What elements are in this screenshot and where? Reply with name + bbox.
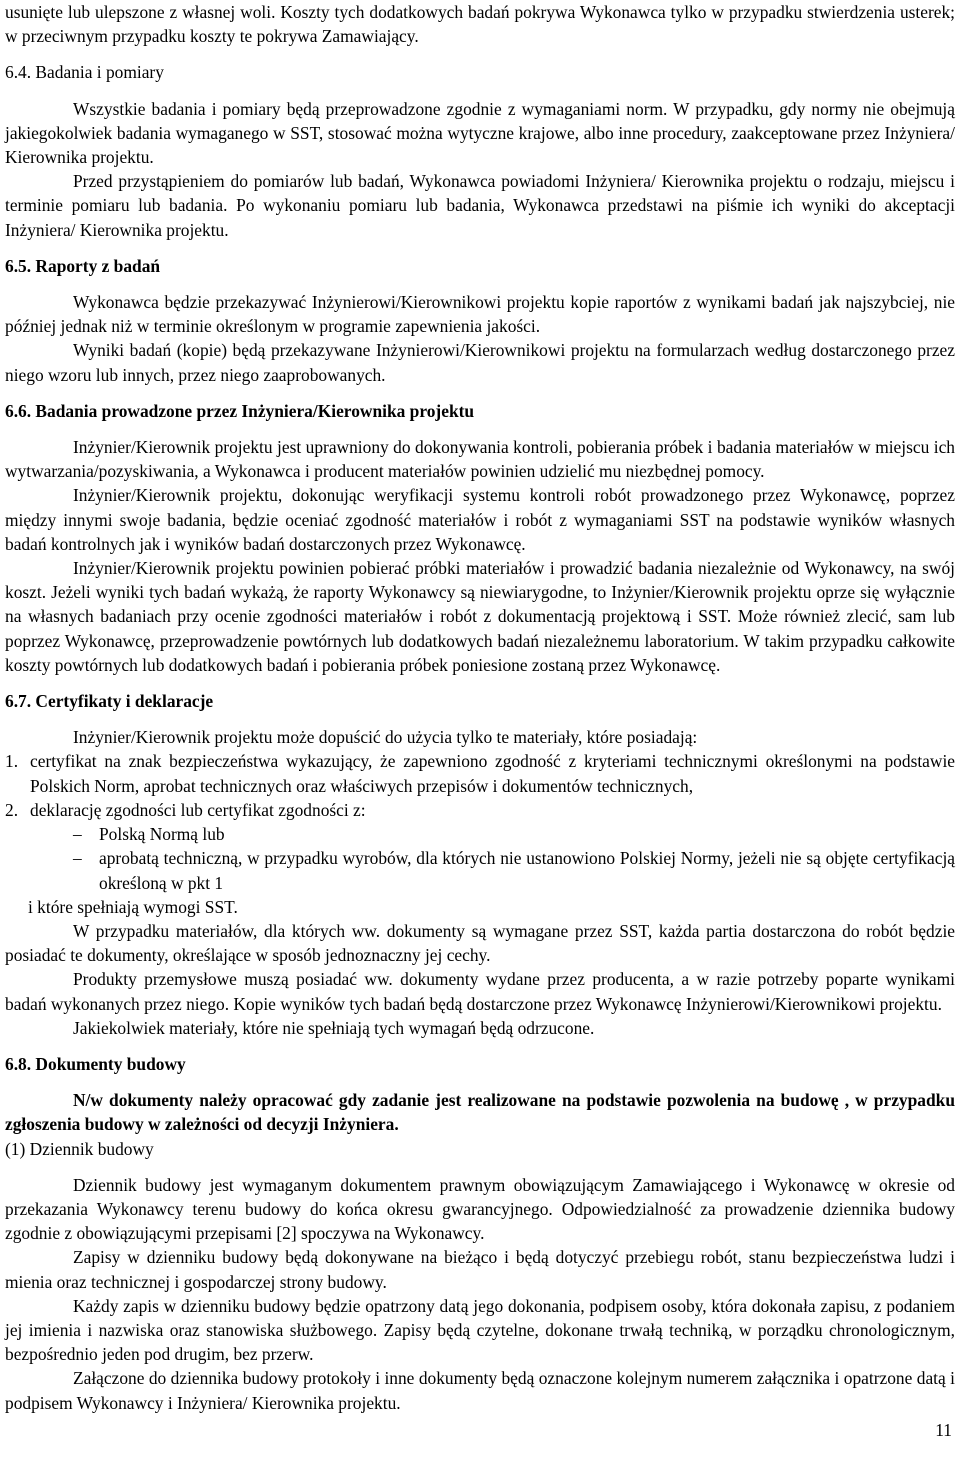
section-6-4-paragraph-1: Wszystkie badania i pomiary będą przeprowadzone zgodnie z wymaganiami norm. W przypadku, gdy normy nie obejmują jakiegokolwiek badania wymaganego w SST, stosować można wytyczne krajowe, albo inne procedury, zaakceptowane przez Inżyniera/ Kierownika projektu.	[5, 98, 955, 168]
section-6-7-paragraph-1: Inżynier/Kierownik projektu może dopuścić do użycia tylko te materiały, które posiadają:	[73, 727, 698, 748]
section-6-6-paragraph-1: Inżynier/Kierownik projektu jest uprawniony do dokonywania kontroli, pobierania próbek i badania materiałów w miejscu ich wytwarzania/pozyskiwania, a Wykonawca i producent materiałów powinien udzielić mu niezbędnej pomocy.	[5, 437, 955, 482]
section-6-8-bold-note: N/w dokumenty należy opracować gdy zadanie jest realizowane na podstawie pozwolenia na budowę , w przypadku zgłoszenia budowy w zależności od decyzji Inżyniera.	[5, 1090, 955, 1135]
page-content	[5, 0, 955, 1415]
dash-list-item	[5, 846, 955, 894]
section-6-6-heading: 6.6. Badania prowadzone przez Inżyniera/Kierownika projektu	[5, 400, 475, 421]
list-item	[5, 798, 955, 822]
list-item	[5, 749, 955, 797]
section-6-8-paragraph-1: Dziennik budowy jest wymaganym dokumentem prawnym obowiązującym Zamawiającego i Wykonawcę w okresie od przekazania Wykonawcy terenu budowy do końca okresu gwarancyjnego. Odpowiedzialność za prowadzenie dziennika budowy zgodnie z obowiązującymi przepisami [2] spoczywa na Wykonawcy.	[5, 1174, 955, 1244]
section-6-6-paragraph-2: Inżynier/Kierownik projektu, dokonując weryfikacji systemu kontroli robót prowadzonego przez Wykonawcę, poprzez między innymi swoje badania, będzie oceniać zgodność materiałów i robót z wymaganiami SST na podstawie wyników własnych badań kontrolnych jak i wyników badań dostarczonych przez Wykonawcę.	[5, 485, 955, 554]
section-6-7-paragraph-3: Produkty przemysłowe muszą posiadać ww. dokumenty wydane przez producenta, a w razie potrzeby poparte wynikami badań wykonanych przez niego. Kopie wyników tych badań będą dostarczone przez Wykonawcę Inżynierowi/Kierownikowi projektu.	[5, 969, 955, 1014]
list-closing-text: i które spełniają wymogi SST.	[28, 896, 238, 917]
section-6-7-paragraph-4: Jakiekolwiek materiały, które nie spełniają tych wymagań będą odrzucone.	[73, 1017, 595, 1038]
section-6-4-heading: 6.4. Badania i pomiary	[5, 62, 164, 83]
dash-list-text: Polską Normą lub	[99, 824, 225, 845]
section-6-5-paragraph-2: Wyniki badań (kopie) będą przekazywane Inżynierowi/Kierownikowi projektu na formularzach według dostarczonego przez niego wzoru lub innych, przez niego zaaprobowanych.	[5, 340, 955, 385]
section-6-7-paragraph-2: W przypadku materiałów, dla których ww. dokumenty są wymagane przez SST, każda partia dostarczona do robót będzie posiadać te dokumenty, określające w sposób jednoznaczny jej cechy.	[5, 920, 955, 966]
list-item-number: 2.	[5, 799, 19, 820]
section-6-7-heading: 6.7. Certyfikaty i deklaracje	[5, 691, 214, 712]
intro-paragraph: usunięte lub ulepszone z własnej woli. Koszty tych dodatkowych badań pokrywa Wykonawca tylko w przypadku stwierdzenia usterek; w przeciwnym przypadku koszty te pokrywa Zamawiający.	[5, 2, 955, 47]
section-6-8-paragraph-2: Zapisy w dzienniku budowy będą dokonywane na bieżąco i będą dotyczyć przebiegu robót, stanu bezpieczeństwa ludzi i mienia oraz technicznej i gospodarczej strony budowy.	[5, 1247, 955, 1292]
dash-list-text: aprobatą techniczną, w przypadku wyrobów, dla których nie ustanowiono Polskiej Normy, jeżeli nie są objęte certyfikacją określoną w pkt 1	[99, 848, 955, 893]
section-6-6-paragraph-3: Inżynier/Kierownik projektu powinien pobierać próbki materiałów i prowadzić badania niezależnie od Wykonawcy, na swój koszt. Jeżeli wyniki tych badań wykażą, że raporty Wykonawcy są niewiarygodne, to Inżynier/Kierownik projektu oprze się wyłącznie na własnych badaniach przy ocenie zgodności materiałów i robót z dokumentacją projektową i SST. Może również zlecić, sam lub poprzez Wykonawcę, przeprowadzenie powtórnych lub dodatkowych badań niezależnemu laboratorium. W takim przypadku całkowite koszty powtórnych lub dodatkowych badań i pobierania próbek poniesione zostaną przez Wykonawcę.	[5, 558, 955, 675]
section-6-5-heading: 6.5. Raporty z badań	[5, 255, 161, 276]
section-6-8-heading: 6.8. Dokumenty budowy	[5, 1053, 186, 1074]
section-6-8-paragraph-3: Każdy zapis w dzienniku budowy będzie opatrzony datą jego dokonania, podpisem osoby, która dokonała zapisu, z podaniem jej imienia i nazwiska oraz stanowiska służbowego. Zapisy będą czytelne, dokonane trwałą techniką, w porządku chronologicznym, bezpośrednio jeden pod drugim, bez przerw.	[5, 1295, 955, 1365]
page-number: 11	[935, 1420, 952, 1440]
dash-list-item	[5, 822, 955, 846]
section-6-5-paragraph-1: Wykonawca będzie przekazywać Inżynierowi/Kierownikowi projektu kopie raportów z wynikami badań jak najszybciej, nie później jednak niż w terminie określonym w programie zapewnienia jakości.	[5, 292, 955, 337]
section-6-4-paragraph-2: Przed przystąpieniem do pomiarów lub badań, Wykonawca powiadomi Inżyniera/ Kierownika projektu o rodzaju, miejscu i terminie pomiaru lub badania. Po wykonaniu pomiaru lub badania, Wykonawca przedstawi na piśmie ich wyniki do akceptacji Inżyniera/ Kierownika projektu.	[5, 171, 955, 240]
dash-bullet: –	[73, 848, 82, 869]
dash-bullet: –	[73, 824, 82, 845]
list-item-text: deklarację zgodności lub certyfikat zgodności z:	[30, 799, 366, 820]
list-item-text: certyfikat na znak bezpieczeństwa wykazujący, że zapewniono zgodność z kryteriami technicznymi określonymi na podstawie Polskich Norm, aprobat technicznych oraz właściwych przepisów i dokumentów technicznych,	[30, 751, 955, 796]
section-6-8-paragraph-4: Załączone do dziennika budowy protokoły i inne dokumenty będą oznaczone kolejnym numerem załącznika i opatrzone datą i podpisem Wykonawcy i Inżyniera/ Kierownika projektu.	[5, 1368, 955, 1413]
subsection-dziennik-budowy-heading: (1) Dziennik budowy	[5, 1138, 154, 1159]
list-item-number: 1.	[5, 751, 19, 772]
